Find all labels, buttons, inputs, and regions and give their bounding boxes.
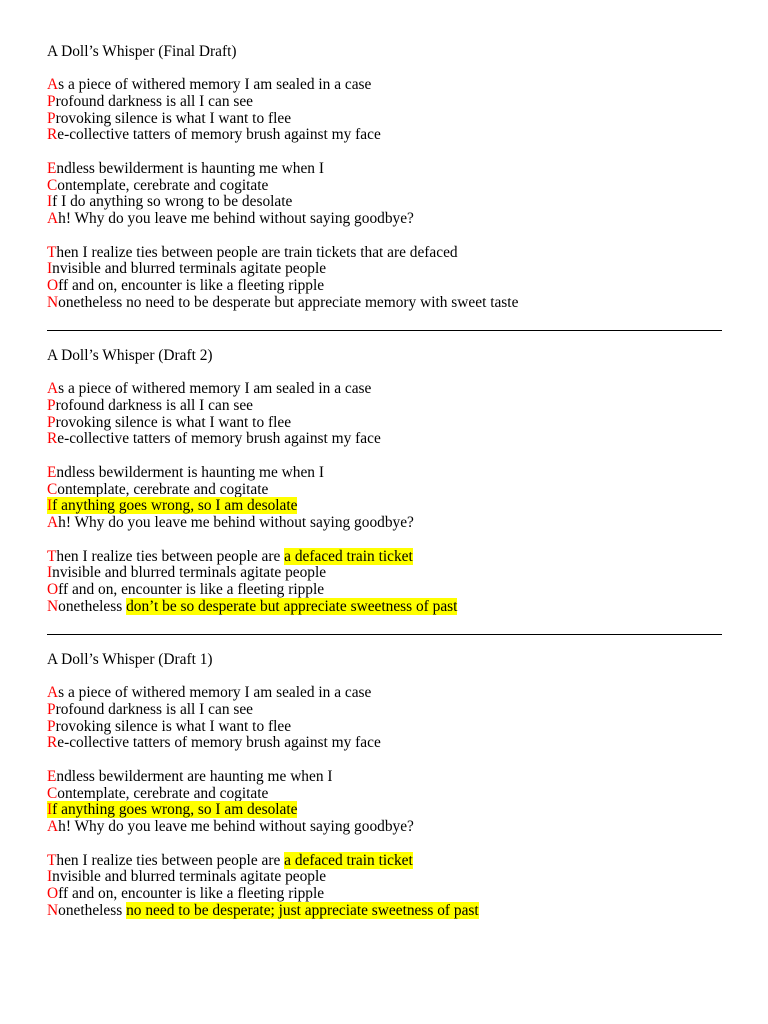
stanza: [47, 161, 722, 228]
line-text: rovoking silence is what I want to flee: [55, 413, 292, 431]
acrostic-initial: E: [47, 463, 57, 481]
poem-line: [47, 685, 722, 702]
line-text: nvisible and blurred terminals agitate people: [52, 564, 327, 582]
poem-line: [47, 127, 722, 144]
poem-line: [47, 431, 722, 448]
highlighted-text: a defaced train ticket: [284, 851, 413, 869]
acrostic-initial: N: [47, 597, 59, 615]
acrostic-initial: P: [47, 413, 56, 431]
line-text: nvisible and blurred terminals agitate people: [52, 260, 327, 278]
highlighted-text: f anything goes wrong, so I am desolate: [52, 497, 298, 515]
highlighted-text: a defaced train ticket: [284, 547, 413, 565]
acrostic-initial: N: [47, 293, 59, 311]
line-text: s a piece of withered memory I am sealed in a case: [58, 380, 372, 398]
acrostic-initial: A: [47, 514, 59, 532]
draft-title: A Doll’s Whisper (Draft 2): [47, 346, 213, 364]
highlighted-text: f anything goes wrong, so I am desolate: [52, 801, 298, 819]
poem-line: [47, 498, 722, 515]
poem-line: [47, 549, 722, 566]
acrostic-initial: T: [47, 547, 57, 565]
acrostic-initial: O: [47, 885, 59, 903]
line-text: ndless bewilderment is haunting me when I: [56, 159, 324, 177]
line-text: ontemplate, cerebrate and cogitate: [57, 784, 269, 802]
acrostic-initial: A: [47, 210, 59, 228]
line-text: ndless bewilderment are haunting me when I: [56, 767, 333, 785]
poem-line: [47, 769, 722, 786]
draft-1-section: [47, 652, 722, 920]
poem-line: [47, 582, 722, 599]
acrostic-initial: C: [47, 784, 58, 802]
draft-2-section: [47, 348, 722, 616]
line-text: h! Why do you leave me behind without saying goodbye?: [58, 210, 414, 228]
acrostic-initial: R: [47, 430, 58, 448]
line-text: rofound darkness is all I can see: [55, 700, 254, 718]
section-divider: [47, 330, 722, 331]
draft-title: A Doll’s Whisper (Draft 1): [47, 650, 213, 668]
stanza: [47, 77, 722, 144]
poem-line: [47, 869, 722, 886]
line-text: nvisible and blurred terminals agitate people: [52, 868, 327, 886]
poem-line: [47, 482, 722, 499]
stanza: [47, 549, 722, 616]
poem-line: [47, 886, 722, 903]
acrostic-initial: R: [47, 734, 58, 752]
acrostic-initial: R: [47, 126, 58, 144]
acrostic-initial: N: [47, 901, 59, 919]
acrostic-initial: C: [47, 176, 58, 194]
poem-line: [47, 278, 722, 295]
poem-line: [47, 111, 722, 128]
stanza: [47, 685, 722, 752]
highlighted-text: no need to be desperate; just appreciate sweetness of past: [126, 901, 479, 919]
acrostic-initial: I: [47, 260, 53, 278]
poem-line: [47, 398, 722, 415]
acrostic-initial: A: [47, 684, 59, 702]
acrostic-initial: E: [47, 159, 57, 177]
line-text: ndless bewilderment is haunting me when I: [56, 463, 324, 481]
poem-line: [47, 515, 722, 532]
stanza: [47, 853, 722, 920]
draft-title: A Doll’s Whisper (Final Draft): [47, 42, 237, 60]
line-text: ontemplate, cerebrate and cogitate: [57, 176, 269, 194]
acrostic-initial: I: [47, 801, 53, 819]
line-text: e-collective tatters of memory brush against my face: [57, 126, 381, 144]
highlighted-text: don’t be so desperate but appreciate sweetness of past: [126, 597, 458, 615]
line-text: hen I realize ties between people are: [56, 851, 285, 869]
acrostic-initial: P: [47, 717, 56, 735]
poem-line: [47, 719, 722, 736]
acrostic-initial: C: [47, 480, 58, 498]
acrostic-initial: P: [47, 109, 56, 127]
acrostic-initial: P: [47, 700, 56, 718]
poem-line: [47, 211, 722, 228]
line-text: ff and on, encounter is like a fleeting ripple: [58, 885, 325, 903]
line-text: f I do anything so wrong to be desolate: [52, 193, 293, 211]
poem-line: [47, 819, 722, 836]
stanza: [47, 245, 722, 312]
line-text: hen I realize ties between people are: [56, 547, 285, 565]
acrostic-initial: A: [47, 818, 59, 836]
section-divider: [47, 634, 722, 635]
poem-line: [47, 94, 722, 111]
acrostic-initial: O: [47, 277, 59, 295]
line-text: s a piece of withered memory I am sealed in a case: [58, 76, 372, 94]
line-text: onetheless no need to be desperate but appreciate memory with sweet taste: [58, 293, 519, 311]
poem-line: [47, 802, 722, 819]
poem-line: [47, 465, 722, 482]
acrostic-initial: A: [47, 76, 59, 94]
acrostic-initial: I: [47, 868, 53, 886]
stanza: [47, 465, 722, 532]
draft-final-section: [47, 44, 722, 312]
poem-line: [47, 599, 722, 616]
line-text: e-collective tatters of memory brush against my face: [57, 430, 381, 448]
poem-line: [47, 381, 722, 398]
poem-line: [47, 735, 722, 752]
line-text: h! Why do you leave me behind without saying goodbye?: [58, 818, 414, 836]
line-text: onetheless: [58, 901, 127, 919]
acrostic-initial: I: [47, 193, 53, 211]
line-text: onetheless: [58, 597, 127, 615]
acrostic-initial: P: [47, 92, 56, 110]
line-text: ff and on, encounter is like a fleeting ripple: [58, 581, 325, 599]
line-text: rofound darkness is all I can see: [55, 396, 254, 414]
acrostic-initial: P: [47, 396, 56, 414]
acrostic-initial: T: [47, 851, 57, 869]
poem-line: [47, 415, 722, 432]
line-text: ontemplate, cerebrate and cogitate: [57, 480, 269, 498]
line-text: rovoking silence is what I want to flee: [55, 717, 292, 735]
acrostic-initial: O: [47, 581, 59, 599]
line-text: rofound darkness is all I can see: [55, 92, 254, 110]
stanza: [47, 381, 722, 448]
acrostic-initial: E: [47, 767, 57, 785]
acrostic-initial: I: [47, 564, 53, 582]
poem-line: [47, 565, 722, 582]
poem-line: [47, 178, 722, 195]
line-text: ff and on, encounter is like a fleeting ripple: [58, 277, 325, 295]
highlighted-line: [47, 801, 297, 818]
poem-line: [47, 194, 722, 211]
poem-line: [47, 702, 722, 719]
acrostic-initial: A: [47, 380, 59, 398]
line-text: h! Why do you leave me behind without saying goodbye?: [58, 514, 414, 532]
poem-line: [47, 161, 722, 178]
line-text: s a piece of withered memory I am sealed in a case: [58, 684, 372, 702]
poem-line: [47, 786, 722, 803]
poem-line: [47, 295, 722, 312]
poem-line: [47, 77, 722, 94]
acrostic-initial: T: [47, 243, 57, 261]
line-text: rovoking silence is what I want to flee: [55, 109, 292, 127]
stanza: [47, 769, 722, 836]
line-text: hen I realize ties between people are train tickets that are defaced: [56, 243, 458, 261]
poem-line: [47, 903, 722, 920]
poem-line: [47, 245, 722, 262]
acrostic-initial: I: [47, 497, 53, 515]
highlighted-line: [47, 497, 297, 514]
poem-line: [47, 853, 722, 870]
document-page: [47, 44, 722, 920]
line-text: e-collective tatters of memory brush against my face: [57, 734, 381, 752]
poem-line: [47, 261, 722, 278]
